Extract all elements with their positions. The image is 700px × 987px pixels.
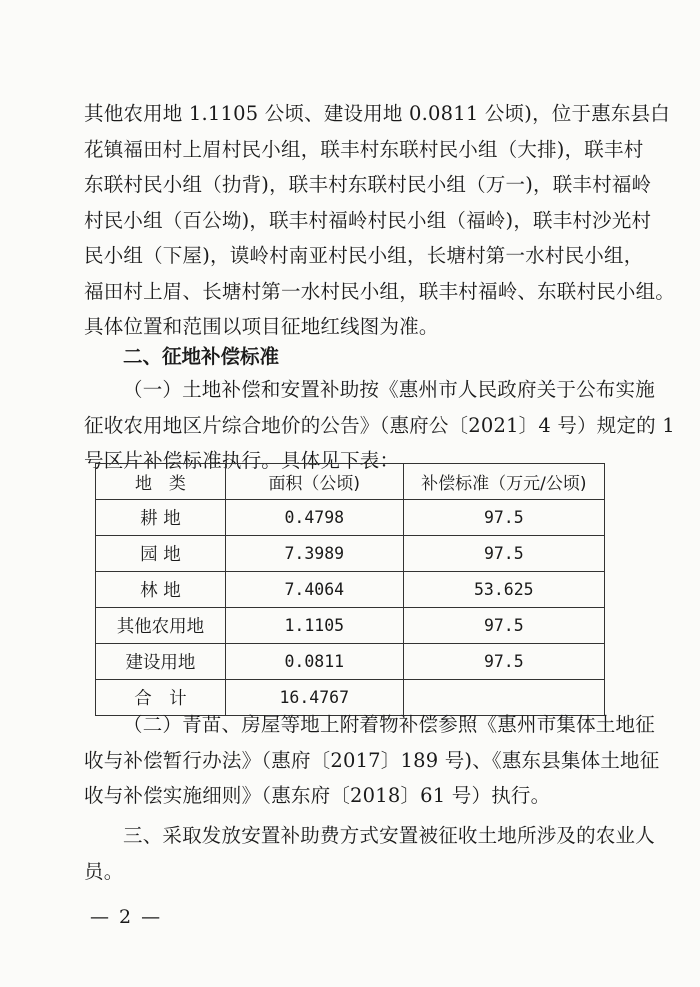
cell-area: 1.1105 xyxy=(225,608,403,644)
text-line: 其他农用地 1.1105 公顷、建设用地 0.0811 公顷)，位于惠东县白 xyxy=(84,102,670,125)
compensation-table xyxy=(95,463,605,716)
header-area: 面积（公顷) xyxy=(225,464,403,500)
text-line: （一）土地补偿和安置补助按《惠州市人民政府关于公布实施 xyxy=(123,378,655,401)
text-line: 具体位置和范围以项目征地红线图为准。 xyxy=(84,315,439,338)
cell-land-type: 林 地 xyxy=(96,572,226,608)
header-standard: 补偿标准（万元/公顷) xyxy=(403,464,604,500)
table-row xyxy=(96,536,605,572)
text-line: （二）青苗、房屋等地上附着物补偿参照《惠州市集体土地征 xyxy=(123,713,655,736)
cell-standard: 53.625 xyxy=(403,572,604,608)
text-line: 员。 xyxy=(84,859,124,883)
text-line: 村民小组（百公坳)，联丰村福岭村民小组（福岭)，联丰村沙光村 xyxy=(84,208,652,232)
text-line: 福田村上眉、长塘村第一水村民小组，联丰村福岭、东联村民小组。 xyxy=(84,279,676,303)
cell-land-type: 耕 地 xyxy=(96,500,226,536)
paragraph-resettlement xyxy=(84,818,655,889)
cell-area: 0.4798 xyxy=(225,500,403,536)
text-line: 收与补偿实施细则》（惠东府〔2018〕61 号）执行。 xyxy=(84,784,551,807)
text-line: 民小组（下屋)，谟岭村南亚村民小组，长塘村第一水村民小组， xyxy=(84,244,644,267)
cell-land-type: 建设用地 xyxy=(96,644,226,680)
paragraph-attachments xyxy=(84,707,660,814)
cell-standard: 97.5 xyxy=(403,500,604,536)
cell-standard: 97.5 xyxy=(403,536,604,572)
cell-area: 7.3989 xyxy=(225,536,403,572)
section-heading: 二、征地补偿标准 xyxy=(123,345,280,368)
text-line: 花镇福田村上眉村民小组，联丰村东联村民小组（大排)，联丰村 xyxy=(84,137,644,161)
text-line: 号区片补偿标准执行。具体见下表： xyxy=(84,449,400,472)
table-row xyxy=(96,500,605,536)
cell-area: 0.0811 xyxy=(225,644,403,680)
cell-land-type: 合 计 xyxy=(96,680,226,716)
table-row xyxy=(96,644,605,680)
table-row xyxy=(96,572,605,608)
table-row xyxy=(96,608,605,644)
cell-standard: 97.5 xyxy=(403,608,604,644)
text-line: 东联村民小组（扐背)，联丰村东联村民小组（万一)，联丰村福岭 xyxy=(84,173,652,196)
text-line: 征收农用地区片综合地价的公告》（惠府公〔2021〕4 号）规定的 1 xyxy=(84,413,675,437)
cell-standard: 97.5 xyxy=(403,644,604,680)
cell-land-type: 其他农用地 xyxy=(96,608,226,644)
cell-area: 16.4767 xyxy=(225,680,403,716)
paragraph-location xyxy=(84,96,676,345)
table-header-row xyxy=(96,464,605,500)
text-line: 收与补偿暂行办法》（惠府〔2017〕189 号)、《惠东县集体土地征 xyxy=(84,748,660,772)
header-land-type: 地 类 xyxy=(96,464,226,500)
cell-area: 7.4064 xyxy=(225,572,403,608)
text-line: 三、采取发放安置补助费方式安置被征收土地所涉及的农业人 xyxy=(123,824,655,847)
page-number: — 2 — xyxy=(90,906,163,928)
cell-land-type: 园 地 xyxy=(96,536,226,572)
